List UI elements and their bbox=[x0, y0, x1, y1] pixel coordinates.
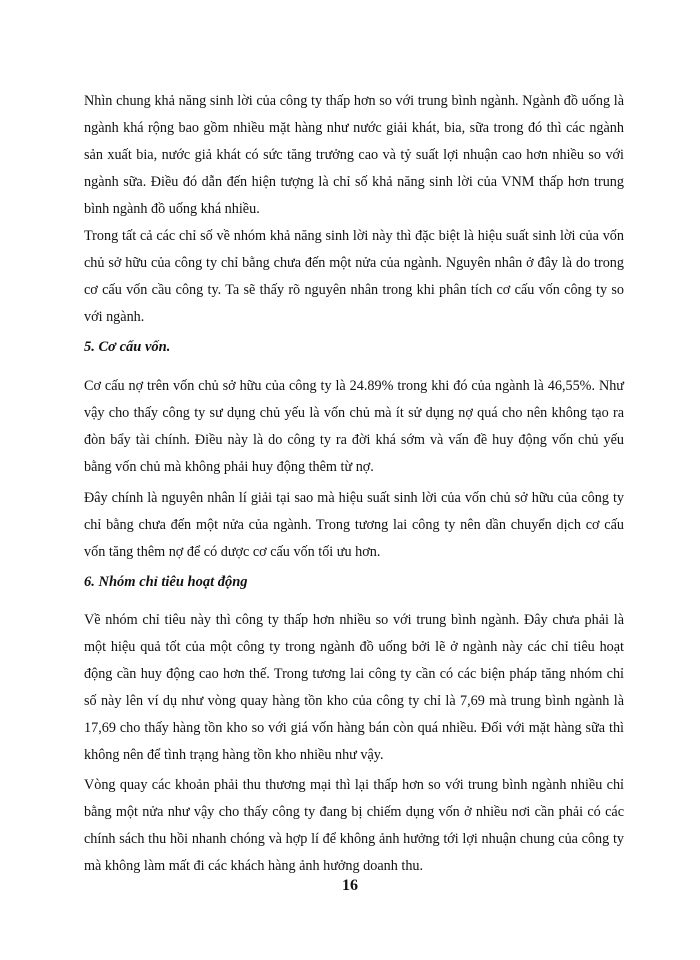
page-number: 16 bbox=[342, 877, 358, 894]
paragraph-capital-explanation: Đây chính là nguyên nhân lí giải tại sao mà hiệu suất sinh lời của vốn chủ sở hữu của công ty chỉ bằng chưa đến một nửa của ngành. Trong tương lai công ty nên dần chuyển dịch cơ cấu vốn tăng thêm nợ để có dược cơ cấu vốn tối ưu hơn. bbox=[84, 490, 624, 560]
paragraph-receivables-turnover: Vòng quay các khoản phải thu thương mại thì lại thấp hơn so với trung bình ngành nhiều chỉ bằng một nửa như vậy cho thấy công ty đang bị chiếm dụng vốn ở nhiều nơi cần phải có các chính sách thu hồi nhanh chóng và hợp lí để không ảnh hưởng tới lợi nhuận chung của công ty mà không làm mất đi các khách hàng ảnh hưởng doanh thu. bbox=[84, 777, 624, 874]
paragraph-activity-ratios: Về nhóm chỉ tiêu này thì công ty thấp hơn nhiều so với trung bình ngành. Đây chưa phải là một hiệu quả tốt của một công ty trong ngành đồ uống bởi lẽ ở ngành này các chỉ tiêu hoạt động cần huy động cao hơn thế. Trong tương lai công ty cần có các biện pháp tăng nhóm chỉ số này lên ví dụ như vòng quay hàng tồn kho của công ty chỉ là 7,69 mà trung bình ngành là 17,69 cho thấy hàng tồn kho so với giá vốn hàng bán còn quá nhiều. Đối với mặt hàng sữa thì không nên để tình trạng hàng tồn kho nhiều như vậy. bbox=[84, 612, 624, 763]
paragraph-equity-return: Trong tất cả các chỉ số về nhóm khả năng sinh lời này thì đặc biệt là hiệu suất sinh lời của vốn chủ sở hữu của công ty chỉ bằng chưa đến một nửa của ngành. Nguyên nhân ở đây là do trong cơ cấu vốn cầu công ty. Ta sẽ thấy rõ nguyên nhân trong khi phân tích cơ cấu vốn công ty so với ngành. bbox=[84, 228, 624, 325]
section-heading-capital-structure: 5. Cơ cấu vốn. bbox=[84, 339, 171, 355]
section-heading-activity-ratios: 6. Nhóm chỉ tiêu hoạt động bbox=[84, 574, 248, 590]
paragraph-debt-ratio: Cơ cấu nợ trên vốn chủ sở hữu của công ty là 24.89% trong khi đó của ngành là 46,55%. Như vậy cho thấy công ty sư dụng chủ yếu là vốn chủ mà ít sử dụng nợ quá cho nên không tạo ra đòn bẩy tài chính. Điều này là do công ty ra đời khá sớm và vấn đề huy động vốn chủ yếu bằng vốn chủ mà không phải huy động thêm từ nợ. bbox=[84, 378, 624, 475]
paragraph-profitability-overview: Nhìn chung khả năng sinh lời của công ty thấp hơn so với trung bình ngành. Ngành đồ uống là ngành khá rộng bao gồm nhiều mặt hàng như nước giải khát, bia, sữa trong đó thì các ngành sản xuất bia, nước giả khát có sức tăng trưởng cao và tỷ suất lợi nhuận cao hơn nhiều so với ngành sữa. Điều đó dẫn đến hiện tượng là chỉ số khả năng sinh lời của VNM thấp hơn trung bình ngành đồ uống khá nhiều. bbox=[84, 93, 624, 217]
